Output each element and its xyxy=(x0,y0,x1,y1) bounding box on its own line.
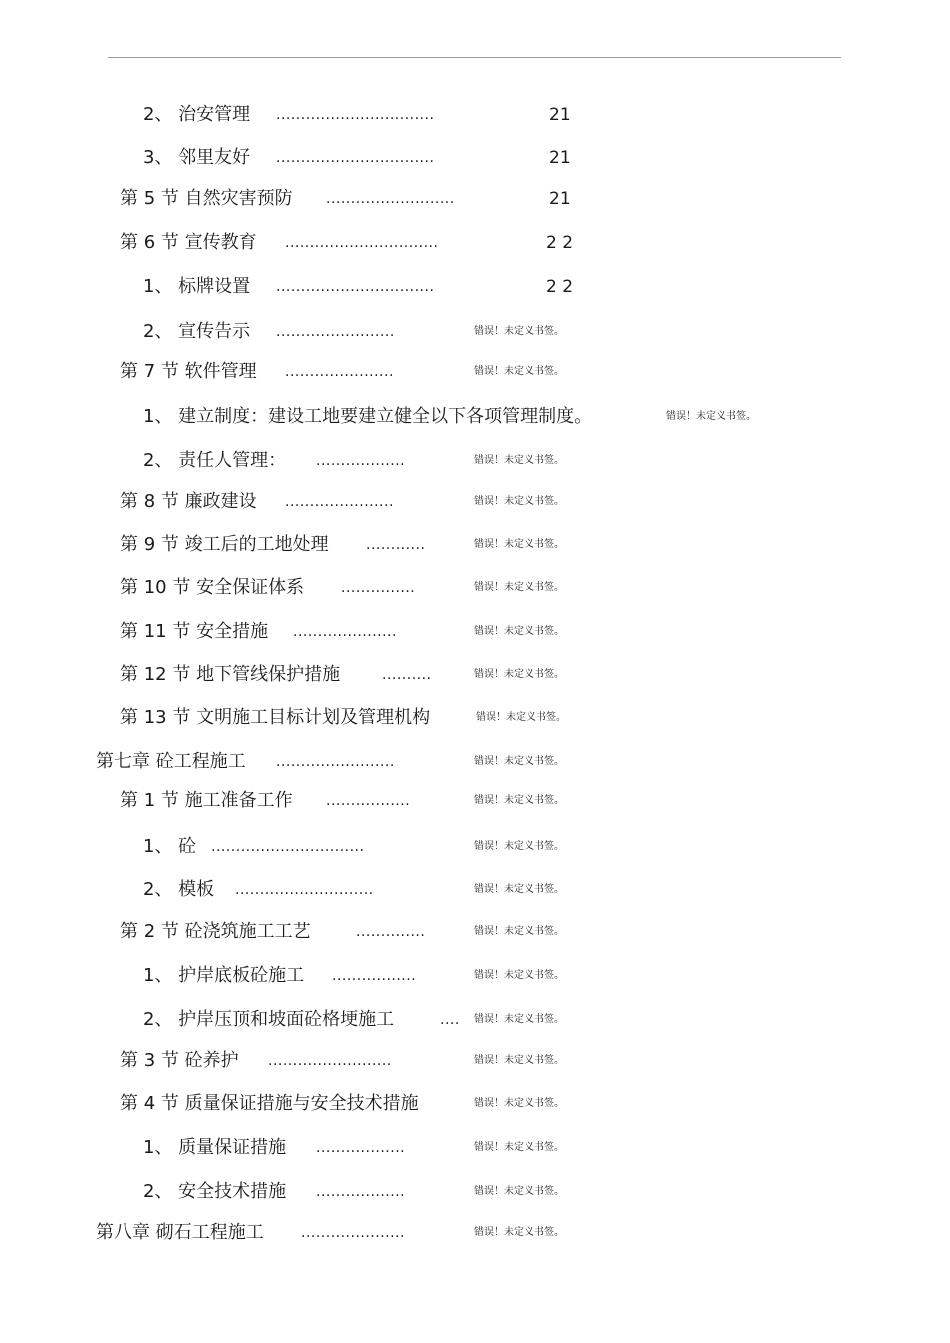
toc-entry-leader-dots: ............................... xyxy=(285,235,439,251)
toc-entry-title: 第 13 节 文明施工目标计划及管理机构 xyxy=(120,707,431,728)
toc-entry[interactable] xyxy=(0,875,950,905)
toc-entry-title: 1、 质量保证措施 xyxy=(143,1137,287,1158)
toc-entry-title: 第 4 节 质量保证措施与安全技术措施 xyxy=(120,1093,419,1114)
toc-entry-page-number: 错误！未定义书签。 xyxy=(666,411,756,422)
toc-entry-page-number: 2 2 xyxy=(546,233,574,253)
toc-entry-page-number: 错误！未定义书签。 xyxy=(474,326,564,337)
toc-entry[interactable] xyxy=(0,961,950,991)
toc-entry[interactable] xyxy=(0,917,950,947)
toc-entry[interactable] xyxy=(0,703,950,733)
toc-entry[interactable] xyxy=(0,832,950,862)
toc-entry[interactable] xyxy=(0,1133,950,1163)
toc-entry[interactable] xyxy=(0,272,950,302)
toc-entry-title: 1、 砼 xyxy=(143,836,197,857)
toc-entry-page-number: 21 xyxy=(549,105,571,125)
toc-entry-leader-dots: ..................... xyxy=(293,624,397,640)
toc-entry-leader-dots: .............. xyxy=(356,924,426,940)
toc-entry-page-number: 错误！未定义书签。 xyxy=(474,539,564,550)
toc-entry-leader-dots: ............................ xyxy=(235,882,374,898)
toc-entry[interactable] xyxy=(0,446,950,476)
toc-entry-page-number: 21 xyxy=(549,189,571,209)
toc-entry[interactable] xyxy=(0,1089,950,1119)
toc-entry-leader-dots: ............... xyxy=(341,580,416,596)
toc-entry-leader-dots: ................. xyxy=(326,793,411,809)
toc-entry-title: 2、 宣传告示 xyxy=(143,321,251,342)
toc-entry-leader-dots: ............................... xyxy=(211,839,365,855)
toc-entry-page-number: 错误！未定义书签。 xyxy=(474,582,564,593)
toc-entry-leader-dots: .................. xyxy=(316,1184,406,1200)
toc-entry[interactable] xyxy=(0,143,950,173)
toc-entry-title: 第 2 节 砼浇筑施工工艺 xyxy=(120,921,311,942)
toc-entry-page-number: 错误！未定义书签。 xyxy=(474,1142,564,1153)
toc-entry[interactable] xyxy=(0,317,950,347)
toc-entry-page-number: 2 2 xyxy=(546,277,574,297)
toc-entry-leader-dots: ................................ xyxy=(276,150,435,166)
toc-entry-leader-dots: .......... xyxy=(382,667,432,683)
toc-entry-title: 2、 治安管理 xyxy=(143,104,251,125)
toc-entry[interactable] xyxy=(0,1177,950,1207)
header-rule xyxy=(108,57,841,58)
toc-entry-title: 第 9 节 竣工后的工地处理 xyxy=(120,534,329,555)
toc-entry[interactable] xyxy=(0,1046,950,1076)
toc-entry-leader-dots: ........................ xyxy=(276,754,395,770)
toc-entry-leader-dots: ................................ xyxy=(276,279,435,295)
toc-entry[interactable] xyxy=(0,747,950,777)
toc-entry-title: 第 10 节 安全保证体系 xyxy=(120,577,305,598)
toc-entry[interactable] xyxy=(0,100,950,130)
toc-entry[interactable] xyxy=(0,357,950,387)
toc-entry[interactable] xyxy=(0,573,950,603)
toc-entry-leader-dots: ......................... xyxy=(268,1053,392,1069)
toc-entry-leader-dots: .................. xyxy=(316,1140,406,1156)
toc-entry-leader-dots: .......................... xyxy=(326,191,455,207)
toc-entry-page-number: 错误！未定义书签。 xyxy=(474,496,564,507)
toc-entry[interactable] xyxy=(0,617,950,647)
toc-entry-leader-dots: .... xyxy=(440,1012,460,1028)
toc-entry-title: 第八章 砌石工程施工 xyxy=(96,1222,264,1243)
toc-entry-leader-dots: ..................... xyxy=(301,1225,405,1241)
toc-entry[interactable] xyxy=(0,1218,950,1248)
toc-entry-title: 第 5 节 自然灾害预防 xyxy=(120,188,293,209)
toc-entry-leader-dots: .................. xyxy=(316,453,406,469)
toc-entry-page-number: 错误！未定义书签。 xyxy=(474,1055,564,1066)
toc-entry-page-number: 错误！未定义书签。 xyxy=(474,1227,564,1238)
toc-entry-title: 第 11 节 安全措施 xyxy=(120,621,269,642)
toc-entry-title: 第 7 节 软件管理 xyxy=(120,361,257,382)
toc-entry-page-number: 错误！未定义书签。 xyxy=(474,970,564,981)
toc-entry-title: 3、 邻里友好 xyxy=(143,147,251,168)
toc-entry[interactable] xyxy=(0,184,950,214)
toc-entry-page-number: 错误！未定义书签。 xyxy=(474,756,564,767)
toc-entry[interactable] xyxy=(0,786,950,816)
toc-entry-page-number: 错误！未定义书签。 xyxy=(474,926,564,937)
toc-entry-leader-dots: ............ xyxy=(366,537,426,553)
toc-entry-title: 第 1 节 施工准备工作 xyxy=(120,790,293,811)
toc-entry-title: 2、 责任人管理： xyxy=(143,450,287,471)
toc-entry-page-number: 错误！未定义书签。 xyxy=(474,669,564,680)
toc-entry-page-number: 错误！未定义书签。 xyxy=(474,1186,564,1197)
toc-entry-title: 第 6 节 宣传教育 xyxy=(120,232,257,253)
toc-entry-page-number: 21 xyxy=(549,148,571,168)
toc-entry-title: 2、 护岸压顶和坡面砼格埂施工 xyxy=(143,1009,395,1030)
toc-entry-page-number: 错误！未定义书签。 xyxy=(474,884,564,895)
toc-entry-title: 第 3 节 砼养护 xyxy=(120,1050,239,1071)
toc-entry[interactable] xyxy=(0,530,950,560)
toc-entry-page-number: 错误！未定义书签。 xyxy=(474,455,564,466)
toc-entry-leader-dots: ................. xyxy=(332,968,417,984)
toc-entry-title: 2、 安全技术措施 xyxy=(143,1181,287,1202)
toc-entry-page-number: 错误！未定义书签。 xyxy=(474,841,564,852)
toc-entry-title: 2、 模板 xyxy=(143,879,215,900)
toc-entry-page-number: 错误！未定义书签。 xyxy=(476,712,566,723)
toc-entry-title: 1、 建立制度：建设工地要建立健全以下各项管理制度。 xyxy=(143,406,593,427)
toc-entry-leader-dots: ................................ xyxy=(276,107,435,123)
toc-entry[interactable] xyxy=(0,402,950,432)
toc-entry-leader-dots: ...................... xyxy=(285,494,394,510)
toc-entry-title: 第 8 节 廉政建设 xyxy=(120,491,257,512)
toc-entry-page-number: 错误！未定义书签。 xyxy=(474,626,564,637)
toc-entry-page-number: 错误！未定义书签。 xyxy=(474,1098,564,1109)
toc-entry-page-number: 错误！未定义书签。 xyxy=(474,1014,564,1025)
toc-entry-title: 1、 护岸底板砼施工 xyxy=(143,965,305,986)
toc-entry-title: 第 12 节 地下管线保护措施 xyxy=(120,664,341,685)
toc-entry-title: 1、 标牌设置 xyxy=(143,276,251,297)
toc-entry-leader-dots: ........................ xyxy=(276,324,395,340)
toc-entry[interactable] xyxy=(0,228,950,258)
toc-entry-title: 第七章 砼工程施工 xyxy=(96,751,246,772)
toc-entry-page-number: 错误！未定义书签。 xyxy=(474,795,564,806)
toc-entry[interactable] xyxy=(0,660,950,690)
toc-entry[interactable] xyxy=(0,487,950,517)
toc-entry[interactable] xyxy=(0,1005,950,1035)
toc-entry-page-number: 错误！未定义书签。 xyxy=(474,366,564,377)
toc-entry-leader-dots: ...................... xyxy=(285,364,394,380)
